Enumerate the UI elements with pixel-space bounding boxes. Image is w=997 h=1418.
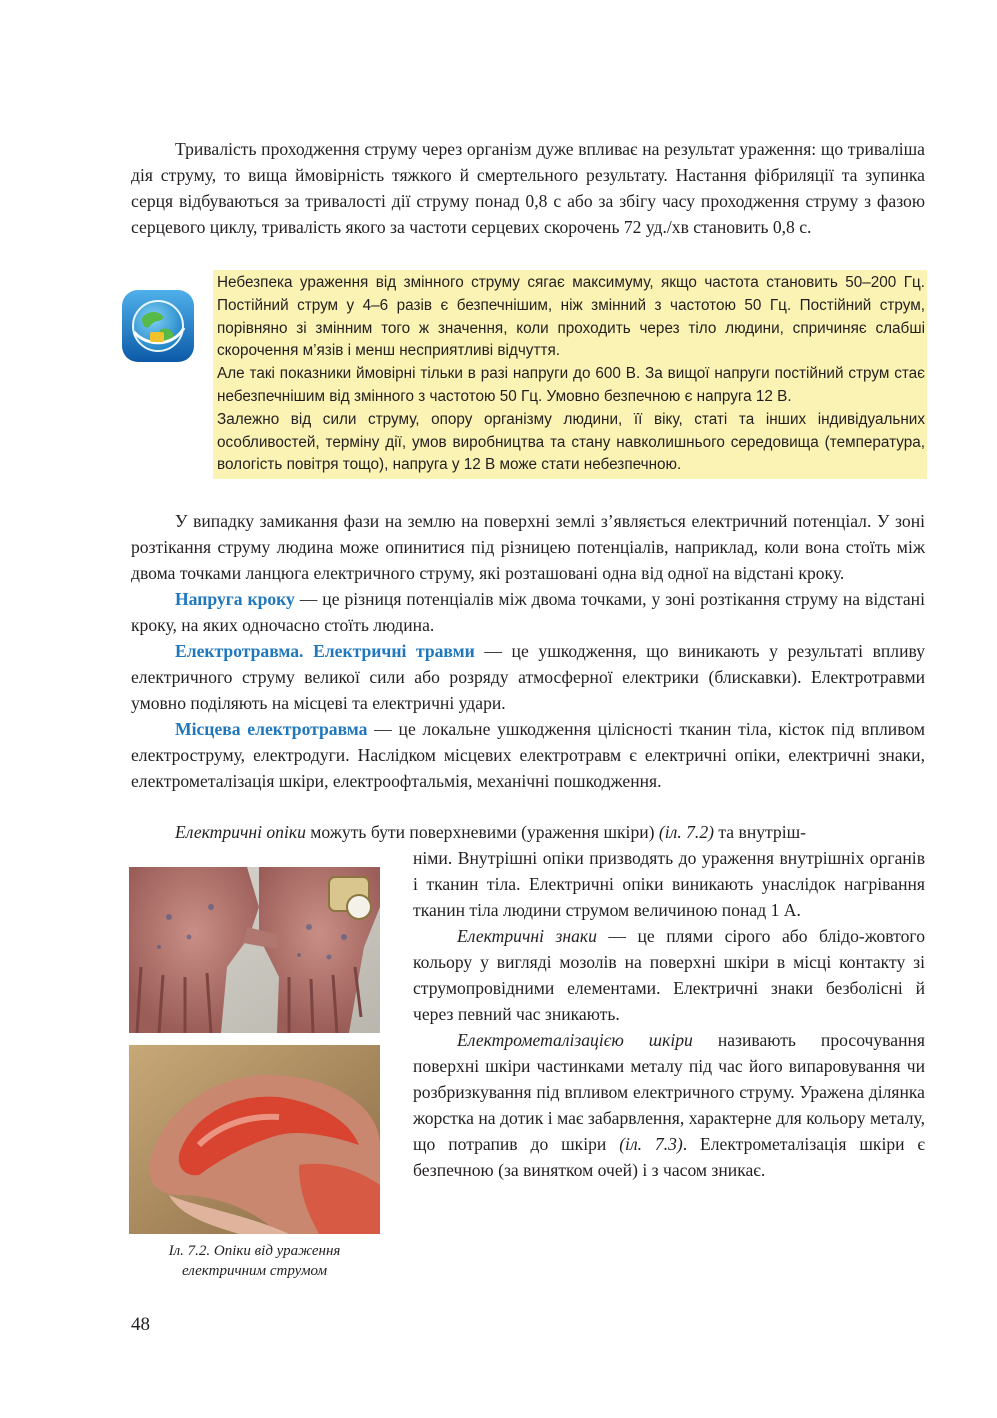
- info-paragraph-3: Залежно від сили струму, опору організму людини, її віку, статі та інших індивідуальних особливостей, терміну дії, умов виробництва та стану навколишнього середовища (температура, вологість повітря тощо), напруга у 12 В може стати небезпечною.: [217, 410, 925, 474]
- info-box: [213, 270, 927, 479]
- burns-paragraph-start: [131, 819, 925, 845]
- figure-ref-7-2: (іл. 7.2): [658, 822, 714, 842]
- photo-burned-hand: [129, 1045, 380, 1234]
- electrotrauma-paragraph: [131, 638, 925, 716]
- metallization-text-b: . Електрометалізація шкіри є безпечною (за винятком очей) і з часом зникає.: [413, 1134, 925, 1180]
- info-paragraph-2: Але такі показники ймовірні тільки в разі напруги до 600 В. За вищої напруги постійний струм стає небезпечнішим від змінного з частотою 50 Гц. Умовно безпечною є напруга 12 В.: [217, 365, 925, 405]
- globe-icon: [120, 288, 196, 364]
- local-electrotrauma-paragraph: [131, 716, 925, 794]
- metallization-text-a: називають просочування поверхні шкіри частинками металу під час його випаровування чи розбризкування під впливом електричного струму. Уражена ділянка жорстка на дотик і має забарвлення, характерне для кольору металу, що потрапив до шкіри: [413, 1030, 925, 1154]
- main-section: [131, 508, 925, 794]
- term-electrotrauma: Електротравма. Електричні травми: [175, 641, 475, 661]
- burns-text-a: можуть бути поверхневими (ураження шкіри): [305, 822, 659, 842]
- electric-marks-definition: — це плями сірого або блідо-жовтого кольору у вигляді мозолів на поверхні шкіри в місці контакту зі струмопровідними елементами. Електричні знаки безболісні й через певний час зникають.: [413, 926, 926, 1024]
- burns-text-tail: та внутріш-: [714, 822, 807, 842]
- step-voltage-paragraph: [131, 586, 925, 638]
- intro-section: [131, 136, 925, 240]
- burns-paragraph-line: [131, 819, 925, 845]
- term-step-voltage: Напруга кроку: [175, 589, 295, 609]
- metallization-paragraph: [413, 1027, 925, 1183]
- electric-marks-paragraph: [413, 923, 925, 1027]
- term-metallization: Електрометалізацією шкіри: [457, 1030, 693, 1050]
- electrotrauma-definition: — це ушкодження, що виникають у результаті впливу електричного струму великої сили або розряду атмосферної електрики (блискавки). Електротравми умовно поділяють на місцеві та електричні удари.: [131, 641, 925, 713]
- step-voltage-intro-paragraph: У випадку замикання фази на землю на поверхні землі з’являється електричний потенціал. У зоні розтікання струму людина може опинитися під різницею потенціалів, наприклад, коли вона стоїть між двома точками ланцюга електричного струму, які розташовані одна від одної на відстані кроку.: [131, 511, 925, 583]
- info-paragraph-1: Небезпека ураження від змінного струму сягає максимуму, якщо частота становить 50–200 Гц. Постійний струм у 4–6 разів є безпечнішим, ніж змінний з частотою 50 Гц. Постійний струм, порівняно зі змінним того ж значення, коли проходить через тіло людини, спричиняє слабші скорочення м’язів і менш несприятливі відчуття.: [217, 274, 925, 360]
- intro-paragraph: Тривалість проходження струму через організм дуже впливає на результат ураження: що триваліша дія струму, то вища ймовірність тяжкого й смертельного результату. Настання фібриляції та зупинка серця відбуваються за тривалості дії струму понад 0,8 с або за збігу часу проходження струму з фазою серцевого циклу, тривалість якого за частоти серцевих скорочень 72 уд./хв становить 0,8 с.: [131, 139, 925, 237]
- burns-paragraph-rest: німи. Внутрішні опіки призводять до ураження внутрішніх органів і тканин тіла. Електричні опіки виникають унаслідок нагрівання тканин тіла людини струмом величиною понад 1 А.: [413, 848, 925, 920]
- local-electrotrauma-definition: — це локальне ушкодження цілісності тканин тіла, кісток під впливом електроструму, електродуги. Наслідком місцевих електротравм є електричні опіки, електричні знаки, електрометалізація шкіри, електроофтальмія, механічні пошкодження.: [131, 719, 925, 791]
- figure-ref-7-3: (іл. 7.3): [619, 1134, 683, 1154]
- wrapped-text-column: [413, 845, 925, 1183]
- photo-burned-hands: [129, 867, 380, 1033]
- step-voltage-definition: — це різниця потенціалів між двома точками, у зоні розтікання струму на відстані кроку, на яких одночасно стоїть людина.: [131, 589, 925, 635]
- term-local-electrotrauma: Місцева електротравма: [175, 719, 368, 739]
- figure-caption: Іл. 7.2. Опіки від ураження електричним струмом: [168, 1243, 341, 1279]
- term-electric-marks: Електричні знаки: [457, 926, 597, 946]
- term-electric-burns: Електричні опіки: [175, 822, 306, 842]
- page-number: 48: [131, 1314, 150, 1335]
